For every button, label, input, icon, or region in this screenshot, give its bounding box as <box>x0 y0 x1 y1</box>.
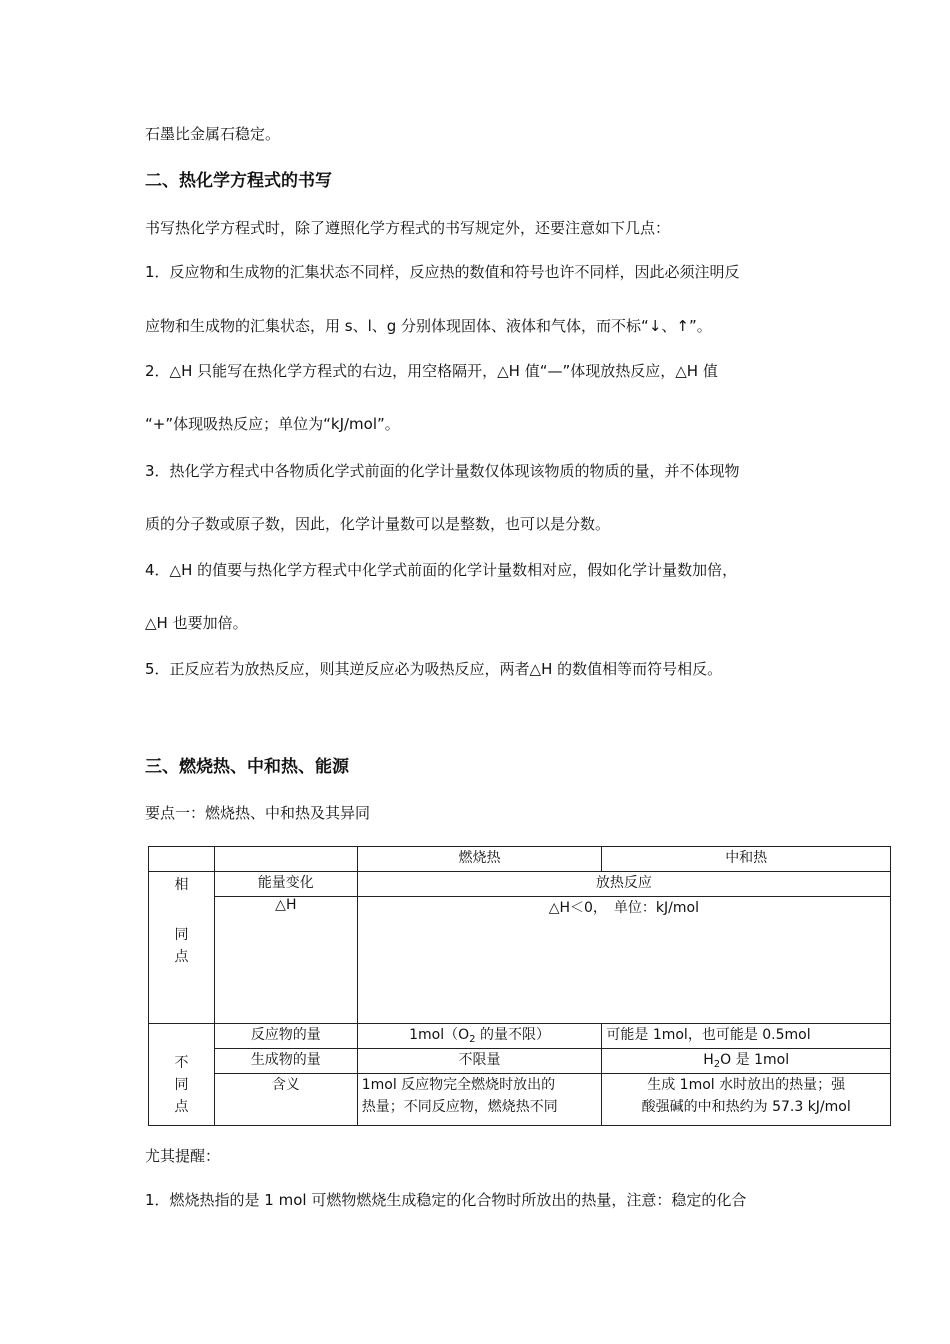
meaning-combustion: 1mol 反应物完全燃烧时放出的 热量；不同反应物，燃烧热不同 <box>357 1074 602 1126</box>
text-line: 1．燃烧热指的是 1 mol 可燃物燃烧生成稳定的化合物时所放出的热量，注意：稳定的化合 <box>145 1191 747 1209</box>
text-line: 要点一：燃烧热、中和热及其异同 <box>145 804 371 822</box>
label-char: 相 <box>174 877 189 893</box>
text-line: 质的分子数或原子数，因此，化学计量数可以是整数，也可以是分数。 <box>145 515 611 533</box>
reactant-amount-label: 反应物的量 <box>214 1024 357 1049</box>
table-row <box>149 897 891 1024</box>
section-heading-2: 二、热化学方程式的书写 <box>145 171 332 191</box>
reactant-amount-combustion: $1mol(O_2$ 的量不限） <box>357 1024 602 1049</box>
label-char: 同 <box>174 1077 189 1093</box>
product-amount-combustion: 不限量 <box>357 1049 602 1074</box>
text-line: “+”体现吸热反应；单位为“kJ/mol”。 <box>145 415 400 433</box>
table-row <box>149 1074 891 1126</box>
delta-h-value: △H＜0， 单位：kJ/mol <box>357 897 890 1024</box>
label-char: 同 <box>174 927 189 943</box>
text-line: 2．△H 只能写在热化学方程式的右边，用空格隔开，△H 值“—”体现放热反应，△H 值 <box>145 362 718 380</box>
text-line: 4．△H 的值要与热化学方程式中化学式前面的化学计量数相对应，假如化学计量数加倍， <box>145 561 738 579</box>
text-line: △H 也要加倍。 <box>145 614 248 632</box>
meaning-neutralization: 生成 1mol 水时放出的热量；强 酸强碱的中和热约为 57.3 kJ/mol <box>602 1074 891 1126</box>
energy-change-value: 放热反应 <box>357 872 890 897</box>
same-points-label <box>149 872 215 1024</box>
header-neutralization-heat: 中和热 <box>602 847 891 872</box>
comparison-table <box>148 846 891 1126</box>
table-row <box>149 1049 891 1074</box>
table-row <box>149 872 891 897</box>
delta-h-label: △H <box>214 897 357 1024</box>
label-char: 不 <box>174 1055 189 1071</box>
text-line: 3．热化学方程式中各物质化学式前面的化学计量数仅体现该物质的物质的量，并不体现物 <box>145 462 740 480</box>
table-cell <box>149 847 215 872</box>
section-heading-3: 三、燃烧热、中和热、能源 <box>145 757 349 777</box>
table-header-row <box>149 847 891 872</box>
text-line: 应物和生成物的汇集状态，用 s、l、g 分别体现固体、液体和气体，而不标“↓、↑”。 <box>145 317 712 335</box>
text-line: 书写热化学方程式时，除了遵照化学方程式的书写规定外，还要注意如下几点： <box>145 219 671 237</box>
text-line: 尤其提醒： <box>145 1147 221 1165</box>
different-points-label <box>149 1024 215 1126</box>
meaning-label: 含义 <box>214 1074 357 1126</box>
header-combustion-heat: 燃烧热 <box>357 847 602 872</box>
energy-change-label: 能量变化 <box>214 872 357 897</box>
reactant-amount-neutralization: 可能是 1mol，也可能是 0.5mol <box>602 1024 891 1049</box>
table-cell <box>214 847 357 872</box>
product-amount-label: 生成物的量 <box>214 1049 357 1074</box>
text-line: 5．正反应若为放热反应，则其逆反应必为吸热反应，两者△H 的数值相等而符号相反。 <box>145 660 723 678</box>
text-line: 石墨比金属石稳定。 <box>145 125 281 143</box>
label-char: 点 <box>174 1099 189 1115</box>
label-char: 点 <box>174 949 189 965</box>
text-line: 1．反应物和生成物的汇集状态不同样，反应热的数值和符号也许不同样，因此必须注明反 <box>145 263 740 281</box>
product-amount-neutralization: $H_2O$ 是 1mol <box>602 1049 891 1074</box>
table-row <box>149 1024 891 1049</box>
